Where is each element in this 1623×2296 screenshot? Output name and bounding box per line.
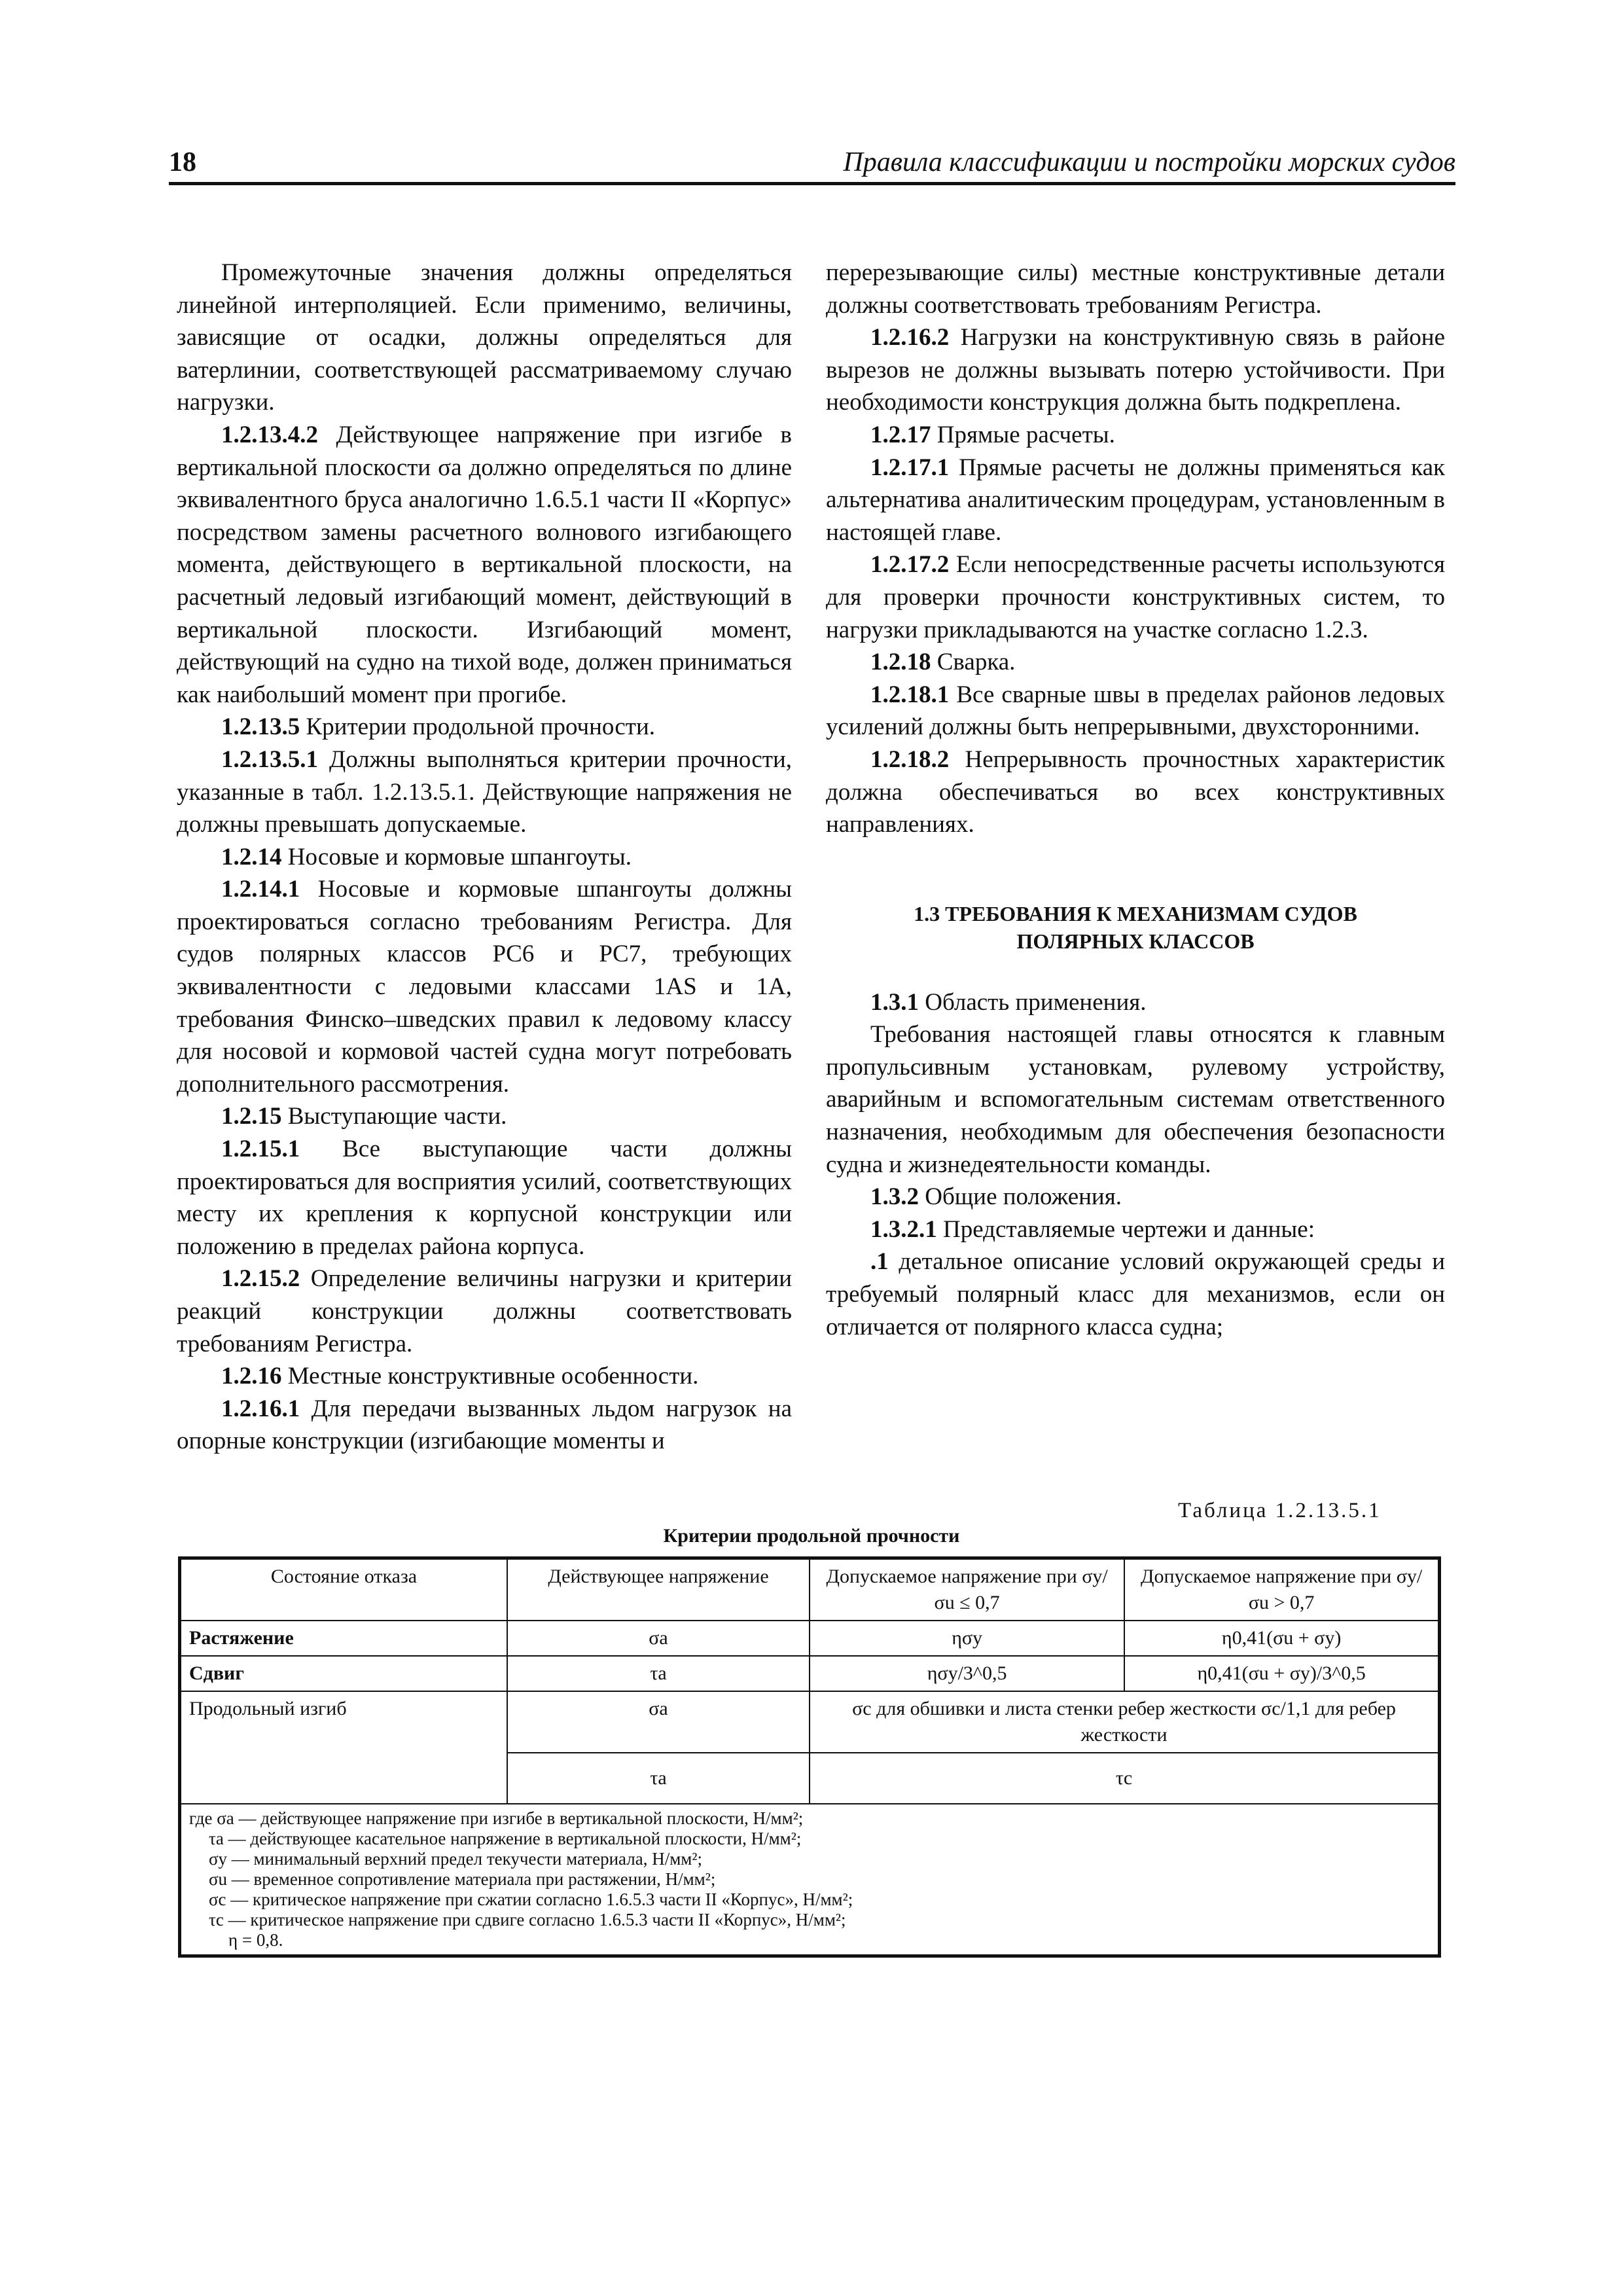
table-note: τc — критическое напряжение при сдвиге согласно 1.6.5.3 части II «Корпус», Н/мм²; — [209, 1910, 846, 1929]
table-note: η = 0,8. — [228, 1930, 283, 1950]
paragraph — [826, 257, 1445, 321]
paragraph — [826, 1018, 1445, 1181]
table-number: Таблица 1.2.13.5.1 — [1178, 1499, 1382, 1522]
clause-number: 1.2.18.1 — [870, 681, 950, 708]
paragraph-text: Непрерывность прочностных характеристик должна обеспечиваться во всех конструктивных направлениях. — [826, 745, 1445, 838]
paragraph-text: Для передачи вызванных льдом нагрузок на опорные конструкции (изгибающие моменты и — [177, 1395, 793, 1455]
paragraph — [177, 841, 792, 874]
table-row — [180, 1621, 1440, 1656]
clause-number: 1.2.13.5.1 — [221, 745, 318, 773]
clause-number: 1.2.17 — [870, 421, 931, 448]
paragraph-text: Представляемые чертежи и данные: — [943, 1215, 1315, 1243]
clause-number: 1.2.14 — [221, 843, 282, 870]
paragraph-text: Все сварные швы в пределах районов ледовых усилений должны быть непрерывными, двухсторонними. — [826, 681, 1445, 741]
paragraph — [177, 1360, 792, 1393]
paragraph — [826, 1213, 1445, 1246]
table-row — [180, 1656, 1440, 1691]
paragraph-text: Выступающие части. — [287, 1103, 507, 1130]
table-note: где σa — действующее напряжение при изгибе в вертикальной плоскости, Н/мм²; — [189, 1808, 804, 1828]
table-cell-allow: η0,41(σu + σy) — [1124, 1621, 1439, 1656]
table-notes — [180, 1804, 1440, 1956]
paragraph-text: Носовые и кормовые шпангоуты должны проектироваться согласно требованиям Регистра. Для судов полярных классов PC6 и PC7, требующих эквивалентности с ледовыми классами 1AS и 1A, требования Финско–шведских правил к ледовому классу для носовой и кормовой частей судна могут потребовать дополнительного рассмотрения. — [177, 876, 793, 1098]
table-caption: Критерии продольной прочности — [663, 1525, 960, 1547]
table-header-cell: Действующее напряжение — [507, 1558, 810, 1621]
paragraph-text: Должны выполняться критерии прочности, указанные в табл. 1.2.13.5.1. Действующие напряжения не должны превышать допускаемые. — [177, 745, 792, 838]
clause-number: 1.2.14.1 — [221, 876, 300, 903]
table-cell-state: Сдвиг — [180, 1656, 508, 1691]
right-column — [826, 257, 1445, 1343]
paragraph — [826, 646, 1445, 679]
paragraph-text: Прямые расчеты. — [936, 421, 1115, 448]
table-cell-stress: σa — [507, 1691, 810, 1753]
paragraph — [177, 419, 792, 711]
table-note: σu — временное сопротивление материала при растяжении, Н/мм²; — [209, 1869, 716, 1889]
paragraph-text: Определение величины нагрузки и критерии реакций конструкции должны соответствовать требованиям Регистра. — [177, 1265, 793, 1357]
table-note: σc — критическое напряжение при сжатии согласно 1.6.5.3 части II «Корпус», Н/мм²; — [209, 1890, 853, 1909]
clause-number: 1.2.16.2 — [870, 324, 950, 351]
paragraph — [177, 1263, 792, 1360]
clause-number: 1.2.16.1 — [221, 1395, 300, 1422]
table-header-cell: Допускаемое напряжение при σy/σu ≤ 0,7 — [810, 1558, 1124, 1621]
clause-number: .1 — [870, 1248, 889, 1276]
clause-number: 1.2.17.1 — [870, 454, 950, 481]
table-cell-stress: τa — [507, 1656, 810, 1691]
table-header-row — [180, 1558, 1440, 1621]
paragraph-text: Промежуточные значения должны определяться линейной интерполяцией. Если применимо, величины, зависящие от осадки, должны определяться для ватерлинии, соответствующей рассматриваемому случаю нагрузки. — [177, 259, 792, 416]
clause-number: 1.2.15.2 — [221, 1265, 300, 1293]
page-header — [169, 145, 1455, 185]
paragraph — [826, 419, 1445, 452]
clause-number: 1.2.16 — [221, 1363, 282, 1390]
paragraph-text: Сварка. — [936, 649, 1016, 676]
table-header-cell: Допускаемое напряжение при σy/σu > 0,7 — [1124, 1558, 1439, 1621]
clause-number: 1.2.18.2 — [870, 745, 950, 773]
paragraph-text: Требования настоящей главы относятся к главным пропульсивным установкам, рулевому устройству, аварийным и вспомогательным системам ответственного назначения, необходимым для обеспечения безопасности судна и жизнедеятельности команды. — [826, 1021, 1445, 1178]
paragraph — [826, 1181, 1445, 1213]
table-cell-state: Продольный изгиб — [180, 1691, 508, 1804]
section-heading: 1.3 ТРЕБОВАНИЯ К МЕХАНИЗМАМ СУДОВ ПОЛЯРНЫХ КЛАССОВ — [914, 901, 1357, 953]
paragraph — [177, 1133, 792, 1263]
table-notes-row — [180, 1804, 1440, 1956]
paragraph — [177, 1393, 792, 1458]
table-header-cell: Состояние отказа — [180, 1558, 508, 1621]
paragraph — [177, 873, 792, 1100]
paragraph — [177, 257, 792, 419]
clause-number: 1.3.2.1 — [870, 1215, 937, 1243]
paragraph — [826, 744, 1445, 841]
table-cell-allow-merged: σc для обшивки и листа стенки ребер жесткости σc/1,1 для ребер жесткости — [810, 1691, 1440, 1753]
paragraph — [826, 548, 1445, 646]
running-title: Правила классификации и постройки морских судов — [843, 147, 1455, 177]
table-cell-stress: τa — [507, 1753, 810, 1804]
table-cell-allow: ησy — [810, 1621, 1124, 1656]
table-cell-allow-merged: τc — [810, 1753, 1440, 1804]
paragraph-text: детальное описание условий окружающей среды и требуемый полярный класс для механизмов, если он отличается от полярного класса судна; — [826, 1248, 1445, 1340]
criteria-table — [178, 1556, 1441, 1958]
paragraph-text: перерезывающие силы) местные конструктивные детали должны соответствовать требованиям Регистра. — [826, 259, 1445, 319]
paragraph — [826, 986, 1445, 1019]
paragraph — [826, 452, 1445, 549]
paragraph — [177, 1100, 792, 1133]
clause-number: 1.2.15.1 — [221, 1136, 300, 1163]
paragraph-text: Местные конструктивные особенности. — [287, 1363, 699, 1390]
paragraph — [826, 679, 1445, 744]
paragraph-text: Критерии продольной прочности. — [306, 713, 656, 741]
paragraph — [177, 744, 792, 841]
paragraph-text: Прямые расчеты не должны применяться как альтернатива аналитическим процедурам, установленным в настоящей главе. — [826, 454, 1445, 546]
clause-number: 1.2.18 — [870, 649, 931, 676]
table-note: τa — действующее касательное напряжение в вертикальной плоскости, Н/мм²; — [209, 1829, 802, 1848]
paragraph-text: Действующее напряжение при изгибе в вертикальной плоскости σa должно определяться по длине эквивалентного бруса аналогично 1.6.5.1 части II «Корпус» посредством замены расчетного волнового изгибающего момента, действующего в вертикальной плоскости, на расчетный ледовый изгибающий момент, действующий в вертикальной плоскости. Изгибающий момент, действующий на судно на тихой воде, должен приниматься как наибольший момент при прогибе. — [177, 421, 792, 708]
clause-number: 1.2.13.4.2 — [221, 421, 318, 448]
paragraph — [177, 711, 792, 744]
table-cell-state: Растяжение — [180, 1621, 508, 1656]
paragraph-text: Все выступающие части должны проектироваться для восприятия усилий, соответствующих месту их крепления к корпусной конструкции или положению в пределах района корпуса. — [177, 1136, 792, 1260]
paragraph-text: Общие положения. — [925, 1183, 1122, 1211]
clause-number: 1.2.17.2 — [870, 551, 950, 579]
clause-number: 1.3.2 — [870, 1183, 919, 1211]
clause-number: 1.3.1 — [870, 988, 919, 1016]
paragraph-text: Область применения. — [925, 988, 1147, 1016]
table-note: σy — минимальный верхний предел текучести материала, Н/мм²; — [209, 1849, 702, 1869]
clause-number: 1.2.15 — [221, 1103, 282, 1130]
paragraph — [826, 1246, 1445, 1343]
paragraph-text: Нагрузки на конструктивную связь в районе вырезов не должны вызывать потерю устойчивости. При необходимости конструкция должна быть подкреплена. — [826, 324, 1446, 416]
left-column — [177, 257, 792, 1458]
paragraph-text: Если непосредственные расчеты используются для проверки прочности конструктивных систем, то нагрузки прикладываются на участке согласно 1.2.3. — [826, 551, 1445, 643]
paragraph-text: Носовые и кормовые шпангоуты. — [287, 843, 632, 870]
table-cell-allow: η0,41(σu + σy)/3^0,5 — [1124, 1656, 1439, 1691]
page-number: 18 — [169, 147, 196, 177]
table-cell-stress: σa — [507, 1621, 810, 1656]
clause-number: 1.2.13.5 — [221, 713, 300, 741]
table-cell-allow: ησy/3^0,5 — [810, 1656, 1124, 1691]
table-row — [180, 1691, 1440, 1753]
paragraph — [826, 321, 1445, 419]
